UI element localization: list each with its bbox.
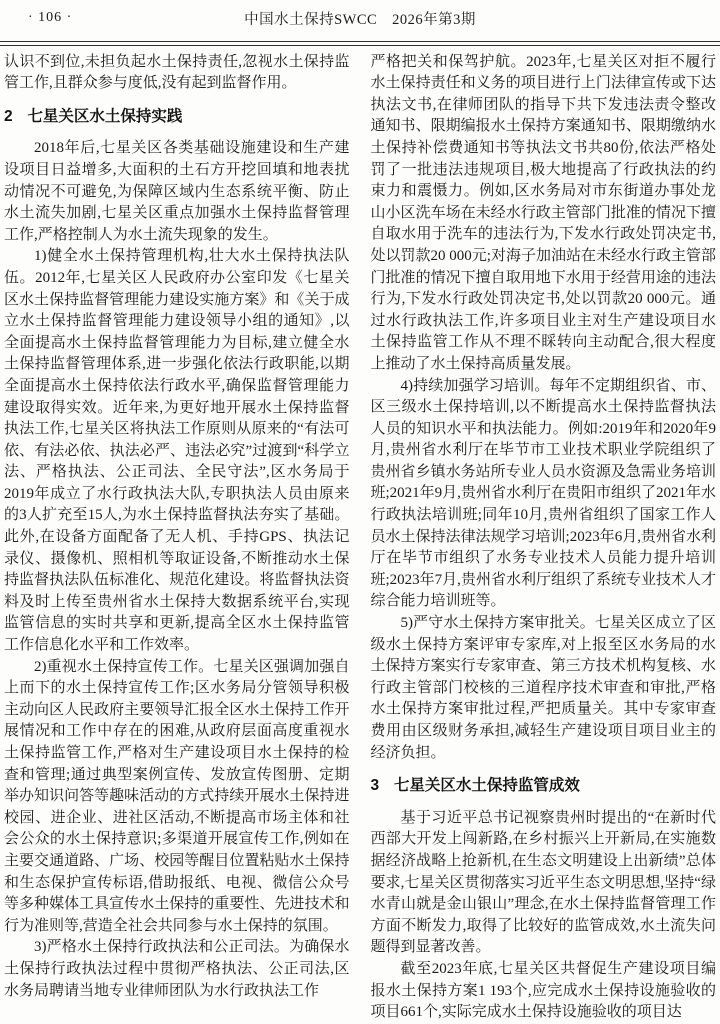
section-title: 七星关区水土保持监管成效 bbox=[393, 777, 580, 795]
running-header bbox=[0, 0, 720, 38]
section-number: 3 bbox=[370, 777, 380, 795]
left-column bbox=[4, 52, 350, 1024]
paragraph-point4: 4)持续加强学习培训。每年不定期组织省、市、区三级水土保持培训,以不断提高水土保持监督执法人员的知识水平和执法能力。例如:2019年和2020年9月,贵州省水利厅在毕节市工业技术职业学院组织了贵州省乡镇水务站所专业人员水资源及急需业务培训班;2021年9月,贵州省水利厅在贵阳市组织了2021年水行政执法培训班;同年10月,贵州省组织了国家工作人员水土保持法律法规学习培训;2023年6月,贵州省水利厅在毕节市组织了水务专业技术人员能力提升培训班;2023年7月,贵州省水利厅组织了系统专业技术人才综合能力培训班等。 bbox=[370, 377, 716, 610]
paragraph-point1: 1)健全水土保持管理机构,壮大水土保持执法队伍。2012年,七星关区人民政府办公室印发《七星关区水土保持监督管理能力建设实施方案》和《关于成立水土保持监督管理能力建设领导小组的通知》,以全面提高水土保持监督管理能力为目标,建立健全水土保持监督管理体系,进一步强化依法行政职能,以期全面提高水土保持依法行政水平,确保监督管理能力建设取得实效。近年来,为更好地开展水土保持监督执法工作,七星关区将执法工作原则从原来的“有法可依、有法必依、执法必严、违法必究”过渡到“科学立法、严格执法、公正司法、全民守法”,区水务局于2019年成立了水行政执法大队,专职执法人员由原来的3人扩充至15人,为水土保持监督执法夯实了基础。此外,在设备方面配备了无人机、手持GPS、执法记录仪、摄像机、照相机等取证设备,不断推动水土保持监督执法队伍标准化、规范化建设。将监督执法资料及时上传至贵州省水土保持大数据系统平台,实现监管信息的实时共享和更新,提高全区水土保持监管工作信息化水平和工作效率。 bbox=[4, 248, 350, 654]
right-column bbox=[371, 52, 717, 1024]
section-heading-2 bbox=[4, 106, 350, 128]
paragraph-point5: 5)严守水土保持方案审批关。七星关区成立了区级水土保持方案评审专家库,对上报至区水务局的水土保持方案实行专家审查、第三方技术机构复核、水行政主管部门校核的三道程序技术审查和审批,严格水土保持方案审批过程,严把质量关。其中专家审查费用由区级财务承担,减轻生产建设项目项目业主的经济负担。 bbox=[370, 615, 716, 761]
paragraph-point2: 2)重视水土保持宣传工作。七星关区强调加强自上而下的水土保持宣传工作;区水务局分管领导积极主动向区人民政府主要领导汇报全区水土保持工作开展情况和工作中存在的困难,从政府层面高度重视水土保持监管工作,严格对生产建设项目水土保持的检查和管理;通过典型案例宣传、发放宣传图册、定期举办知识问答等趣味活动的方式持续开展水土保持进校园、进企业、进社区活动,不断提高市场主体和社会公众的水土保持意识;多渠道开展宣传工作,例如在主要交通道路、广场、校园等醒目位置粘贴水土保持和生态保护宣传标语,借助报纸、电视、微信公众号等多种媒体工具宣传水土保持的重要性、先进技术和行为准则等,营造全社会共同参与水土保持的氛围。 bbox=[4, 658, 350, 934]
paragraph-overview: 2018年后,七星关区各类基础设施建设和生产建设项目日益增多,大面积的土石方开挖回填和地表扰动情况不可避免,为保障区域内生态系统平衡、防止水土流失加剧,七星关区重点加强水土保持监督管理工作,严格控制人为水土流失现象的发生。 bbox=[4, 140, 350, 243]
page-number: · 106 · bbox=[28, 10, 73, 25]
section-number: 2 bbox=[4, 107, 13, 125]
paragraph-stats-start: 截至2023年底,七星关区共督促生产建设项目编报水土保持方案1 193个,应完成水土保持设施验收的项目661个,实际完成水土保持设施验收的项目达 bbox=[370, 960, 716, 1021]
section-heading-3 bbox=[371, 775, 717, 797]
paragraph-point3-start: 3)严格水土保持行政执法和公正司法。为确保水土保持行政执法过程中贯彻严格执法、公正司法,区水务局聘请当地专业律师团队为水行政执法工作 bbox=[4, 939, 350, 999]
journal-title: 中国水土保持SWCC 2026年第3期 bbox=[244, 12, 476, 28]
paragraph-point3-end: 严格把关和保驾护航。2023年,七星关区对拒不履行水土保持责任和义务的项目进行上门法律宣传或下达执法文书,在律师团队的指导下共下发违法责令整改通知书、限期编报水土保持方案通知书、限期缴纳水土保持补偿费通知书等执法文书共80份,依法严格处罚了一批违法违规项目,极大地提高了行政执法的约束力和震慑力。例如,区水务局对市东街道办事处龙山小区洗车场在未经水行政主管部门批准的情况下擅自取水用于洗车的违法行为,下发水行政处罚决定书,处以罚款20 000元;对海子加油站在未经水行政主管部门批准的情况下擅自取用地下水用于经营用途的违法行为,下发水行政处罚决定书,处以罚款20 000元。通过水行政执法工作,许多项目业主对生产建设项目水土保持监管工作从不理不睬转向主动配合,很大程度上推动了水土保持高质量发展。 bbox=[370, 53, 716, 372]
section-title: 七星关区水土保持实践 bbox=[27, 107, 183, 125]
article-body bbox=[0, 46, 720, 1024]
paragraph-intro-tail: 认识不到位,未担负起水土保持责任,忽视水土保持监管工作,且群众参与度低,没有起到监督作用。 bbox=[4, 53, 350, 92]
paragraph-basis: 基于习近平总书记视察贵州时提出的“在新时代西部大开发上闯新路,在乡村振兴上开新局,在实施数据经济战略上抢新机,在生态文明建设上出新绩”总体要求,七星关区贯彻落实习近平生态文明思想,坚持“绿水青山就是金山银山”理念,在水土保持监督管理工作方面不断发力,取得了比较好的监管成效,水土流失问题得到显著改善。 bbox=[370, 809, 716, 956]
